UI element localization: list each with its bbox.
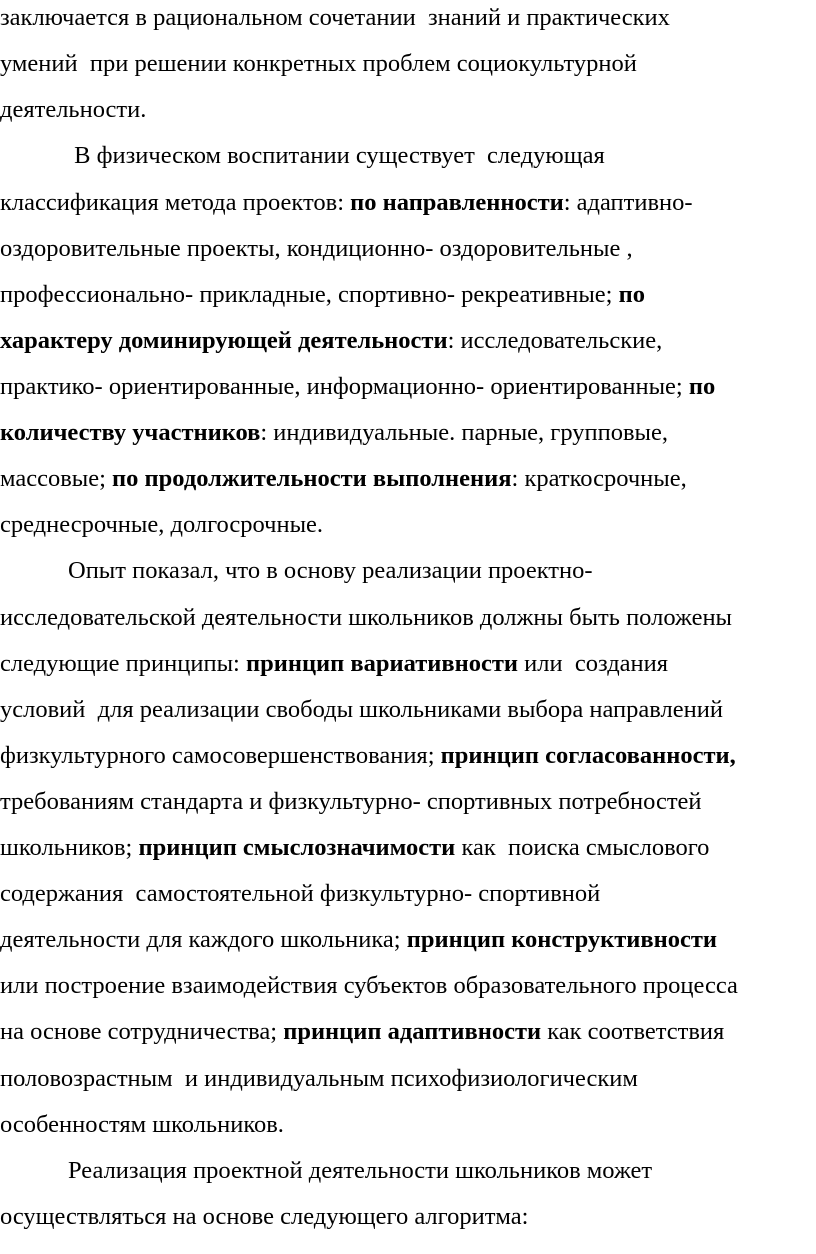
bold-term: количеству участников: [0, 419, 261, 446]
text-line: [0, 871, 600, 917]
text-line: [0, 180, 693, 226]
text-line: [0, 87, 146, 133]
bold-term: принцип вариативности: [245, 650, 519, 677]
text-run: : исследовательские,: [447, 327, 663, 354]
bold-term: по: [688, 373, 716, 400]
text-run: осуществляться на основе следующего алгоритма:: [0, 1203, 529, 1230]
text-line: [0, 595, 732, 641]
text-line: [0, 1056, 638, 1102]
bold-term: принцип конструктивности: [406, 926, 718, 953]
text-line: [68, 548, 593, 594]
text-run: исследовательской деятельности школьников должны быть положены: [0, 604, 733, 631]
text-run: следующие принципы:: [0, 650, 246, 677]
text-line: [0, 410, 668, 456]
bold-term: принцип согласованности,: [440, 742, 736, 769]
bold-term: по направленности: [350, 189, 564, 216]
text-run: школьников;: [0, 834, 139, 861]
text-run: оздоровительные проекты, кондиционно- оздоровительные ,: [0, 235, 633, 262]
text-line: [0, 687, 723, 733]
text-run: классификация метода проектов:: [0, 189, 351, 216]
text-run: условий для реализации свободы школьниками выбора направлений: [0, 696, 723, 723]
text-line: [0, 1102, 284, 1148]
text-line: [68, 1148, 652, 1194]
text-run: или создания: [518, 650, 669, 677]
text-run: массовые;: [0, 465, 113, 492]
text-line: [0, 963, 738, 1009]
text-run: как соответствия: [541, 1018, 725, 1045]
text-line: [0, 318, 662, 364]
text-run: особенностям школьников.: [0, 1111, 284, 1138]
text-run: половозрастным и индивидуальным психофизиологическим: [0, 1065, 638, 1092]
text-run: умений при решении конкретных проблем социокультурной: [0, 50, 637, 77]
bold-term: по продолжительности выполнения: [112, 465, 512, 492]
text-run: или построение взаимодействия субъектов образовательного процесса: [0, 972, 738, 999]
text-line: [0, 733, 736, 779]
text-line: [0, 502, 323, 548]
text-line: [0, 779, 702, 825]
text-run: : адаптивно-: [563, 189, 693, 216]
text-line: [0, 641, 668, 687]
text-run: требованиям стандарта и физкультурно- спортивных потребностей: [0, 788, 702, 815]
text-run: : краткосрочные,: [511, 465, 687, 492]
text-line: [0, 226, 633, 272]
text-line: [0, 364, 715, 410]
text-run: физкультурного самосовершенствования;: [0, 742, 441, 769]
text-run: профессионально- прикладные, спортивно- рекреативные;: [0, 281, 619, 308]
text-run: содержания самостоятельной физкультурно- спортивной: [0, 880, 601, 907]
text-run: деятельности для каждого школьника;: [0, 926, 407, 953]
text-line: [0, 1009, 724, 1055]
text-run: Реализация проектной деятельности школьников может: [68, 1157, 653, 1184]
text-line: [0, 41, 637, 87]
bold-term: характеру доминирующей деятельности: [0, 327, 448, 354]
text-run: как поиска смыслового: [455, 834, 710, 861]
text-line: [0, 272, 645, 318]
text-run: среднесрочные, долгосрочные.: [0, 511, 324, 538]
text-run: Опыт показал, что в основу реализации проектно-: [68, 557, 593, 584]
text-run: заключается в рациональном сочетании знаний и практических: [0, 4, 670, 31]
text-run: : индивидуальные. парные, групповые,: [260, 419, 669, 446]
text-run: на основе сотрудничества;: [0, 1018, 284, 1045]
text-run: деятельности.: [0, 96, 147, 123]
text-run: В физическом воспитании существует следующая: [68, 142, 605, 169]
bold-term: по: [618, 281, 645, 308]
text-line: [0, 917, 717, 963]
text-line: [0, 1194, 528, 1240]
text-line: [0, 825, 709, 871]
bold-term: принцип адаптивности: [283, 1018, 542, 1045]
text-line: [0, 456, 687, 502]
bold-term: принцип смыслозначимости: [138, 834, 456, 861]
text-run: практико- ориентированные, информационно- ориентированные;: [0, 373, 689, 400]
text-line: [68, 133, 605, 179]
text-line: [0, 0, 670, 41]
